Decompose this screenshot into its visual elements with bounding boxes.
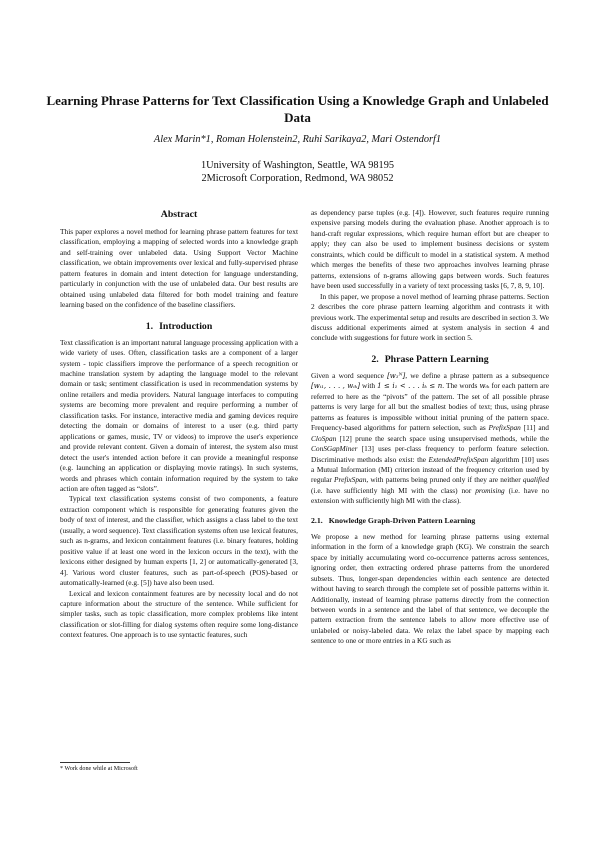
intro-paragraph-5: In this paper, we propose a novel method of learning phrase patterns. Section 2 describes the core phrase pattern learning algorithm and contrasts it with previous work. The experimental setup and results are described in section 3. We discuss additional experiments aimed at system analysis in section 4 and conclude with suggestions for future work in section 5. <box>311 291 549 343</box>
text-run: , with patterns being pruned only if they are neither <box>366 475 523 485</box>
term-qualified: qualified <box>522 475 549 485</box>
affiliation-1: 1University of Washington, Seattle, WA 98195 <box>201 160 394 171</box>
section-1-number: 1. <box>145 320 154 332</box>
term-consgapminer: ConSGapMiner <box>311 444 358 454</box>
section-2-number: 2. <box>371 353 379 365</box>
term-prefixspan-2: PrefixSpan <box>334 475 367 485</box>
abstract-text: This paper explores a novel method for learning phrase pattern features for text classification, employing a mapping of selected words into a knowledge graph and self-training over unlabeled data. Using Support Vector Machine classification, we obtain improvements over lexical and fully-supervised phrase pattern features in domain and intent detection for language understanding, particularly in conjunction with the use of unlabeled data. Our best results are obtained using unlabeled data filtered for both model training and feature learning based on the confidence of the baseline classifiers. <box>60 227 298 310</box>
intro-paragraph-4: as dependency parse tuples (e.g. [4]). However, such features require running expensive parsing models during the evaluation phase. Another approach is to hand-craft regular expressions, which require human effort but are cheaper to apply; they can also be used to implement business decisions or system constraints, which could be difficult to model in a statistical system. A method which merges the benefits of these two approaches involves learning phrase patterns, extensions of n-grams allowing gaps between words. Such features have been used successfully in a variety of text processing tasks [6, 7, 8, 9, 10]. <box>311 208 549 291</box>
abstract-heading: Abstract <box>160 209 198 220</box>
math-pivot-word: wᵢₖ <box>479 382 490 391</box>
section-2-paragraph-1 <box>311 371 549 507</box>
section-2-heading <box>311 353 549 366</box>
section-2-1-number: 2.1. <box>311 515 323 525</box>
text-run: with <box>359 381 378 391</box>
intro-paragraph-1: Text classification is an important natural language processing application with a wide variety of uses. Often, classification tasks are a component of a larger system - topic classifiers improve the performance of a speech recognition or machine translation system by adapting the language model to the relevant domain or task; sentiment classification is used in recommendation systems by online retailers and media providers. Natural language interfaces to computing systems are becoming more prevalent and require performing a number of classification tasks. For instance, interactive media and gaming devices require detecting the domain or domains of interest to a user (e.g. third party applications or games, music, TV or videos) to improve the user's experience and provide relevant content. Given a domain of interest, the system also must detect the user's intended action before it can provide a meaningful response (e.g. launching an application or displaying movie ratings). In such systems, words and phrases which contain information required by the system to take action are often tagged as “slots”. <box>60 337 298 493</box>
text-run: [11] and <box>520 423 549 433</box>
text-run: (i.e. have no extension with sufficiently high MI with the class). <box>311 485 549 506</box>
term-clospan: CloSpan <box>311 433 337 443</box>
text-run: , we define a phrase pattern as a subsequence <box>405 370 549 380</box>
text-run: (i.e. have sufficiently high MI with the class) nor <box>311 485 476 495</box>
footnote: * Work done while at Microsoft <box>60 766 138 772</box>
math-index-condition: 1 ≤ i₁ < . . . iₖ ≤ n <box>377 382 443 391</box>
text-run: . The words <box>442 381 480 391</box>
paper-title: Learning Phrase Patterns for Text Classification Using a Knowledge Graph and Unlabeled Data <box>46 93 549 125</box>
section-2-1-heading <box>311 516 549 526</box>
left-column <box>60 208 298 641</box>
term-extendedprefixspan: ExtendedPrefixSpan <box>428 454 489 464</box>
section-1-title: Introduction <box>159 320 213 332</box>
text-run: [12] prune the search space using unsupervised methods, while the <box>336 433 549 443</box>
math-subsequence: [wᵢ₁, . . . , wᵢₖ] <box>311 382 360 391</box>
affiliations <box>40 159 555 185</box>
term-prefixspan: PrefixSpan <box>488 423 521 433</box>
intro-paragraph-2: Typical text classification systems consist of two components, a feature extraction component which is responsible for generating features given the body of text of interest, and the classifier, which assigns a class label to the text (usually, a word sequence). Text classification systems often use lexical features, such as n-grams, and lexicon containment features (i.e. binary features, holding positive value if at least one word in the lexicon occurs in the text), with the lexicons either designed by human experts [1, 2] or automatically-generated [3, 4]. Various word cluster features, such as part-of-speech (POS)-based or automatically-learned (e.g. [5]) have also been used. <box>60 494 298 588</box>
intro-paragraph-3: Lexical and lexicon containment features are by necessity local and do not capture information about the structure of the sentence. While sufficient for simpler tasks, such as topic classification, more complex problems like intent classification or slot-filling for dialog systems often require some long-distance context features. One approach is to use syntactic features, such <box>60 588 298 640</box>
math-word-sequence: [w₁ᴺ] <box>387 371 406 380</box>
section-2-1-paragraph-1: We propose a new method for learning phrase patterns using external information in the form of a knowledge graph (KG). We constrain the search space by initially accumulating word co-occurrence patterns across sentences, ignoring order, then extracting ordered phrase patterns from the unordered subsets. Thus, longer-span dependencies within each sentence are detected without having to search through the complete set of possible patterns within it. Additionally, instead of learning phrase patterns directly from the connection between words in a sentence and the label of that sentence, we decouple the pattern extraction from the sentence labels to allow more effective use of unlabeled or noisy-labeled data. We relax the label space by mapping each sentence to one or more entries in a KG such as <box>311 531 549 646</box>
text-run: [13] uses per-class frequency to perform feature selection. Discriminative methods also exist: the <box>311 444 549 464</box>
section-2-1-title: Knowledge Graph-Driven Pattern Learning <box>328 515 476 525</box>
footnote-rule <box>60 762 130 763</box>
section-2-title: Phrase Pattern Learning <box>384 353 489 365</box>
right-column <box>311 208 549 647</box>
affiliation-2: 2Microsoft Corporation, Redmond, WA 98052 <box>201 173 394 184</box>
text-run: for each pattern are referred to here as the “pivots” of the pattern. The set of all possible phrase patterns is very large for all but the smallest bodies of text; thus, using phrase patterns as features is impossible without initial pruning of the pattern space. Frequency-based algorithms for pattern selection, such as <box>311 381 549 433</box>
text-run: Given a word sequence <box>311 370 388 380</box>
term-promising: promising <box>475 485 505 495</box>
author-list: Alex Marin*1, Roman Holenstein2, Ruhi Sarikaya2, Mari Ostendorf1 <box>153 134 442 145</box>
text-run: algorithm [10] uses a Mutual Information (MI) criterion instead of the frequency criterion used by regular <box>311 454 549 485</box>
section-1-heading <box>60 320 298 333</box>
